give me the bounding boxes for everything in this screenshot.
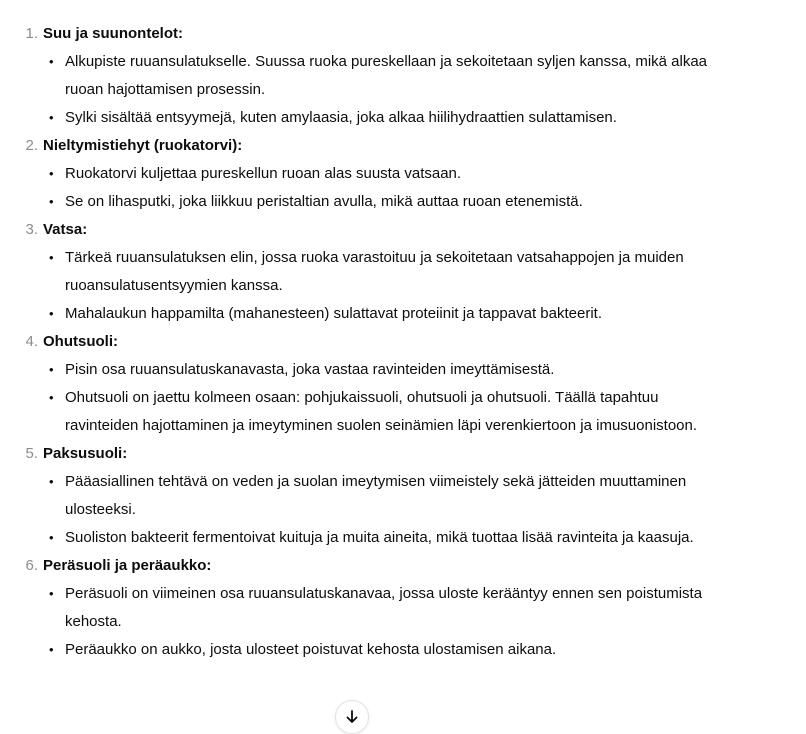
bullet-text: Ohutsuoli on jaettu kolmeen osaan: pohjukaissuoli, ohutsuoli ja ohutsuoli. Täällä tapahtuu ravinteiden hajottaminen ja imeytyminen suolen seinämien läpi verenkiertoon ja imusuonistoon. — [65, 389, 698, 434]
bullet-item — [0, 104, 806, 132]
list-item — [0, 132, 806, 216]
section-heading: Peräsuoli ja peräaukko: — [43, 557, 212, 574]
list-item — [0, 20, 806, 132]
list-number: 1. — [25, 25, 38, 42]
section-heading: Ohutsuoli: — [43, 333, 118, 350]
section-heading: Suu ja suunontelot: — [43, 25, 183, 42]
bullet-dot: • — [49, 54, 54, 69]
list-number: 3. — [25, 221, 38, 238]
bullet-item — [0, 468, 806, 524]
list-item — [0, 552, 806, 664]
bullet-dot: • — [49, 110, 54, 125]
bullet-text: Ruokatorvi kuljettaa pureskellun ruoan alas suusta vatsaan. — [65, 165, 462, 182]
message-content — [0, 20, 806, 664]
bullet-dot: • — [49, 362, 54, 377]
bullet-item — [0, 384, 806, 440]
bullet-item — [0, 356, 806, 384]
bullet-text: Pisin osa ruuansulatuskanavasta, joka vastaa ravinteiden imeyttämisestä. — [65, 361, 555, 378]
bullet-dot: • — [49, 474, 54, 489]
list-item — [0, 216, 806, 328]
list-number: 5. — [25, 445, 38, 462]
scroll-to-bottom-button[interactable] — [335, 700, 369, 734]
bullet-text: Mahalaukun happamilta (mahanesteen) sulattavat proteiinit ja tappavat bakteerit. — [65, 305, 602, 322]
bullet-dot: • — [49, 586, 54, 601]
bullet-item — [0, 188, 806, 216]
bullet-text: Peräsuoli on viimeinen osa ruuansulatuskanavaa, jossa uloste kerääntyy ennen sen poistumista kehosta. — [65, 585, 703, 630]
list-number: 6. — [25, 557, 38, 574]
bullet-item — [0, 160, 806, 188]
list-item — [0, 328, 806, 440]
bullet-dot: • — [49, 194, 54, 209]
bullet-text: Pääasiallinen tehtävä on veden ja suolan imeytymisen viimeistely sekä jätteiden muuttaminen ulosteeksi. — [65, 473, 687, 518]
bullet-dot: • — [49, 250, 54, 265]
bullet-item — [0, 48, 806, 104]
bullet-item — [0, 524, 806, 552]
bullet-dot: • — [49, 390, 54, 405]
bullet-dot: • — [49, 642, 54, 657]
bullet-text: Tärkeä ruuansulatuksen elin, jossa ruoka varastoituu ja sekoitetaan vatsahappojen ja muiden ruoansulatusentsyymien kanssa. — [65, 249, 684, 294]
bullet-text: Se on lihasputki, joka liikkuu peristaltian avulla, mikä auttaa ruoan etenemistä. — [65, 193, 583, 210]
arrow-down-icon — [345, 709, 359, 725]
bullet-text: Sylki sisältää entsyymejä, kuten amylaasia, joka alkaa hiilihydraattien sulattamisen. — [65, 109, 617, 126]
section-heading: Vatsa: — [43, 221, 88, 238]
section-heading: Paksusuoli: — [43, 445, 128, 462]
list-number: 2. — [25, 137, 38, 154]
bullet-item — [0, 244, 806, 300]
bullet-dot: • — [49, 306, 54, 321]
bullet-text: Alkupiste ruuansulatukselle. Suussa ruoka pureskellaan ja sekoitetaan syljen kanssa, mikä alkaa ruoan hajottamisen prosessin. — [65, 53, 708, 98]
bullet-item — [0, 580, 806, 636]
list-item — [0, 440, 806, 552]
bullet-dot: • — [49, 166, 54, 181]
bullet-item — [0, 636, 806, 664]
section-heading: Nieltymistiehyt (ruokatorvi): — [43, 137, 243, 154]
list-number: 4. — [25, 333, 38, 350]
bullet-text: Suoliston bakteerit fermentoivat kuituja ja muita aineita, mikä tuottaa lisää ravinteita ja kaasuja. — [65, 529, 694, 546]
bullet-item — [0, 300, 806, 328]
bullet-dot: • — [49, 530, 54, 545]
bullet-text: Peräaukko on aukko, josta ulosteet poistuvat kehosta ulostamisen aikana. — [65, 641, 557, 658]
